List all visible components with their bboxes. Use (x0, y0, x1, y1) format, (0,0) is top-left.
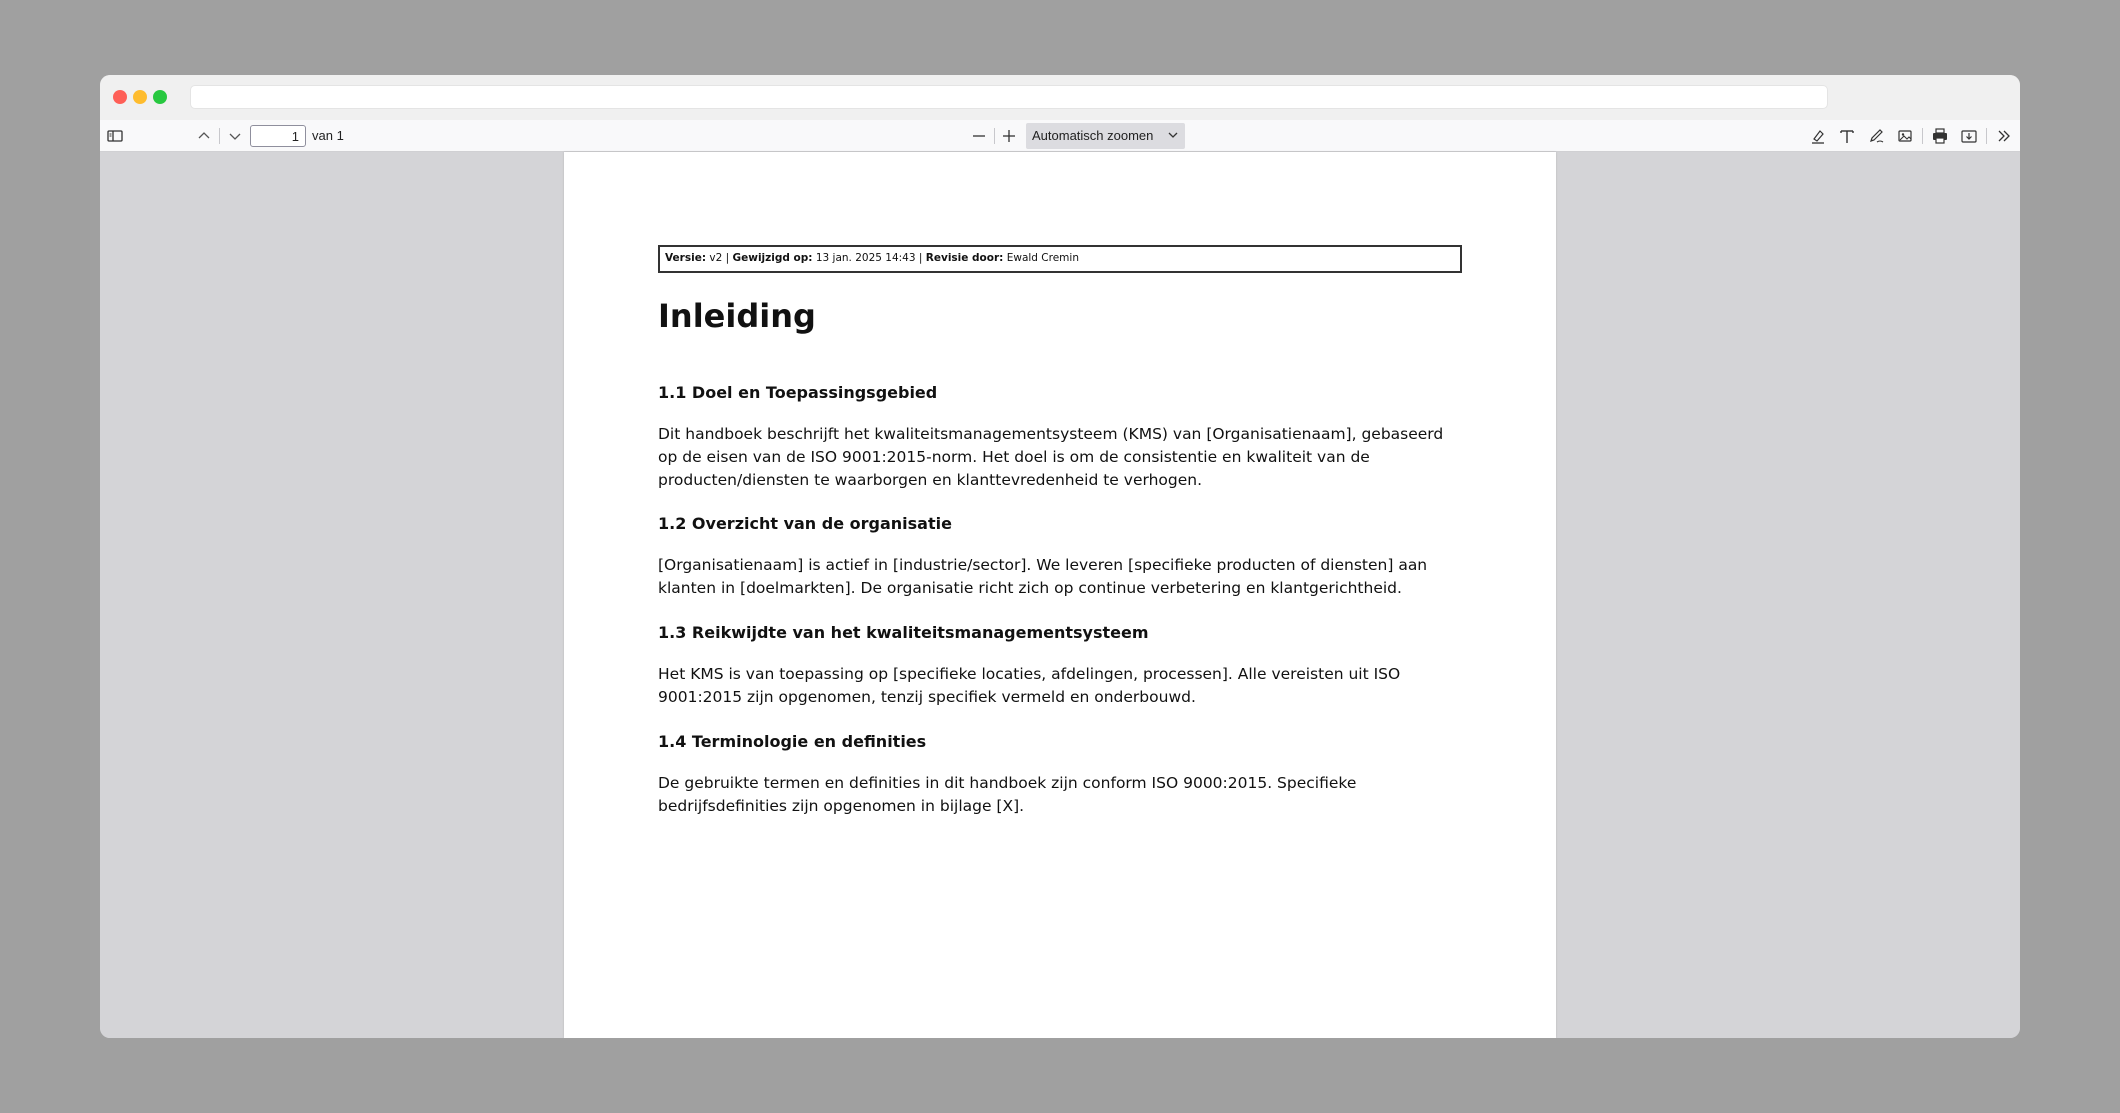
pdf-page (564, 152, 1556, 1038)
modified-value: 13 jan. 2025 14:43 (815, 252, 916, 264)
modified-label: Gewijzigd op: (732, 252, 813, 264)
double-chevron-right-icon[interactable] (1995, 127, 2013, 145)
meta-separator: | (918, 252, 923, 264)
revision-label: Revisie door: (925, 252, 1004, 264)
chevron-up-icon[interactable] (195, 127, 213, 145)
browser-window (100, 75, 2020, 1038)
page-number-input[interactable] (250, 125, 306, 147)
print-icon[interactable] (1931, 127, 1949, 145)
section-heading: 1.3 Reikwijdte van het kwaliteitsmanagementsysteem (658, 623, 1149, 642)
image-icon[interactable] (1896, 127, 1914, 145)
save-icon[interactable] (1960, 127, 1978, 145)
chevron-down-icon[interactable] (226, 127, 244, 145)
section-body: [Organisatienaam] is actief in [industrie/sector]. We leveren [specifieke producten of diensten] aan klanten in [doelmarkten]. De organisatie richt zich op continue verbetering en klantgerichtheid. (658, 556, 1428, 597)
meta-separator: | (725, 252, 730, 264)
page-count-label: van 1 (312, 128, 344, 143)
toolbar-separator (994, 128, 995, 144)
zoom-select[interactable] (1026, 123, 1185, 149)
zoom-select-label: Automatisch zoomen (1032, 128, 1154, 143)
section-heading: 1.1 Doel en Toepassingsgebied (658, 383, 938, 402)
address-bar[interactable] (190, 85, 1828, 109)
title-bar (100, 75, 2020, 120)
section-body: Dit handboek beschrijft het kwaliteitsmanagementsysteem (KMS) van [Organisatienaam], gebaseerd op de eisen van de ISO 9001:2015-norm. Het doel is om de consistentie en kwaliteit van de producten/diensten te waarborgen en klanttevredenheid te verhogen. (658, 425, 1444, 489)
document-title: Inleiding (658, 297, 816, 335)
version-label: Versie: (665, 252, 707, 264)
plus-icon[interactable] (1000, 127, 1018, 145)
draw-icon[interactable] (1867, 127, 1885, 145)
revision-value: Ewald Cremin (1006, 252, 1079, 264)
section-body: De gebruikte termen en definities in dit handboek zijn conform ISO 9000:2015. Specifieke bedrijfsdefinities zijn opgenomen in bijlage [X]. (658, 774, 1357, 815)
toolbar-separator (1922, 128, 1923, 144)
highlight-icon[interactable] (1809, 127, 1827, 145)
toolbar-separator (1986, 128, 1987, 144)
version-info-box (658, 245, 1462, 273)
document-viewer[interactable] (100, 152, 2020, 1038)
minus-icon[interactable] (970, 127, 988, 145)
maximize-window-button[interactable] (153, 90, 167, 104)
pdf-toolbar (100, 120, 2020, 152)
version-value: v2 (709, 252, 723, 264)
sidebar-toggle-icon[interactable] (106, 127, 124, 145)
close-window-button[interactable] (113, 90, 127, 104)
toolbar-separator (219, 128, 220, 144)
section-heading: 1.2 Overzicht van de organisatie (658, 514, 952, 533)
chevron-down-icon (1167, 129, 1179, 141)
text-icon[interactable] (1838, 127, 1856, 145)
section-heading: 1.4 Terminologie en definities (658, 732, 927, 751)
minimize-window-button[interactable] (133, 90, 147, 104)
section-body: Het KMS is van toepassing op [specifieke locaties, afdelingen, processen]. Alle vereisten uit ISO 9001:2015 zijn opgenomen, tenzij specifiek vermeld en onderbouwd. (658, 665, 1401, 706)
